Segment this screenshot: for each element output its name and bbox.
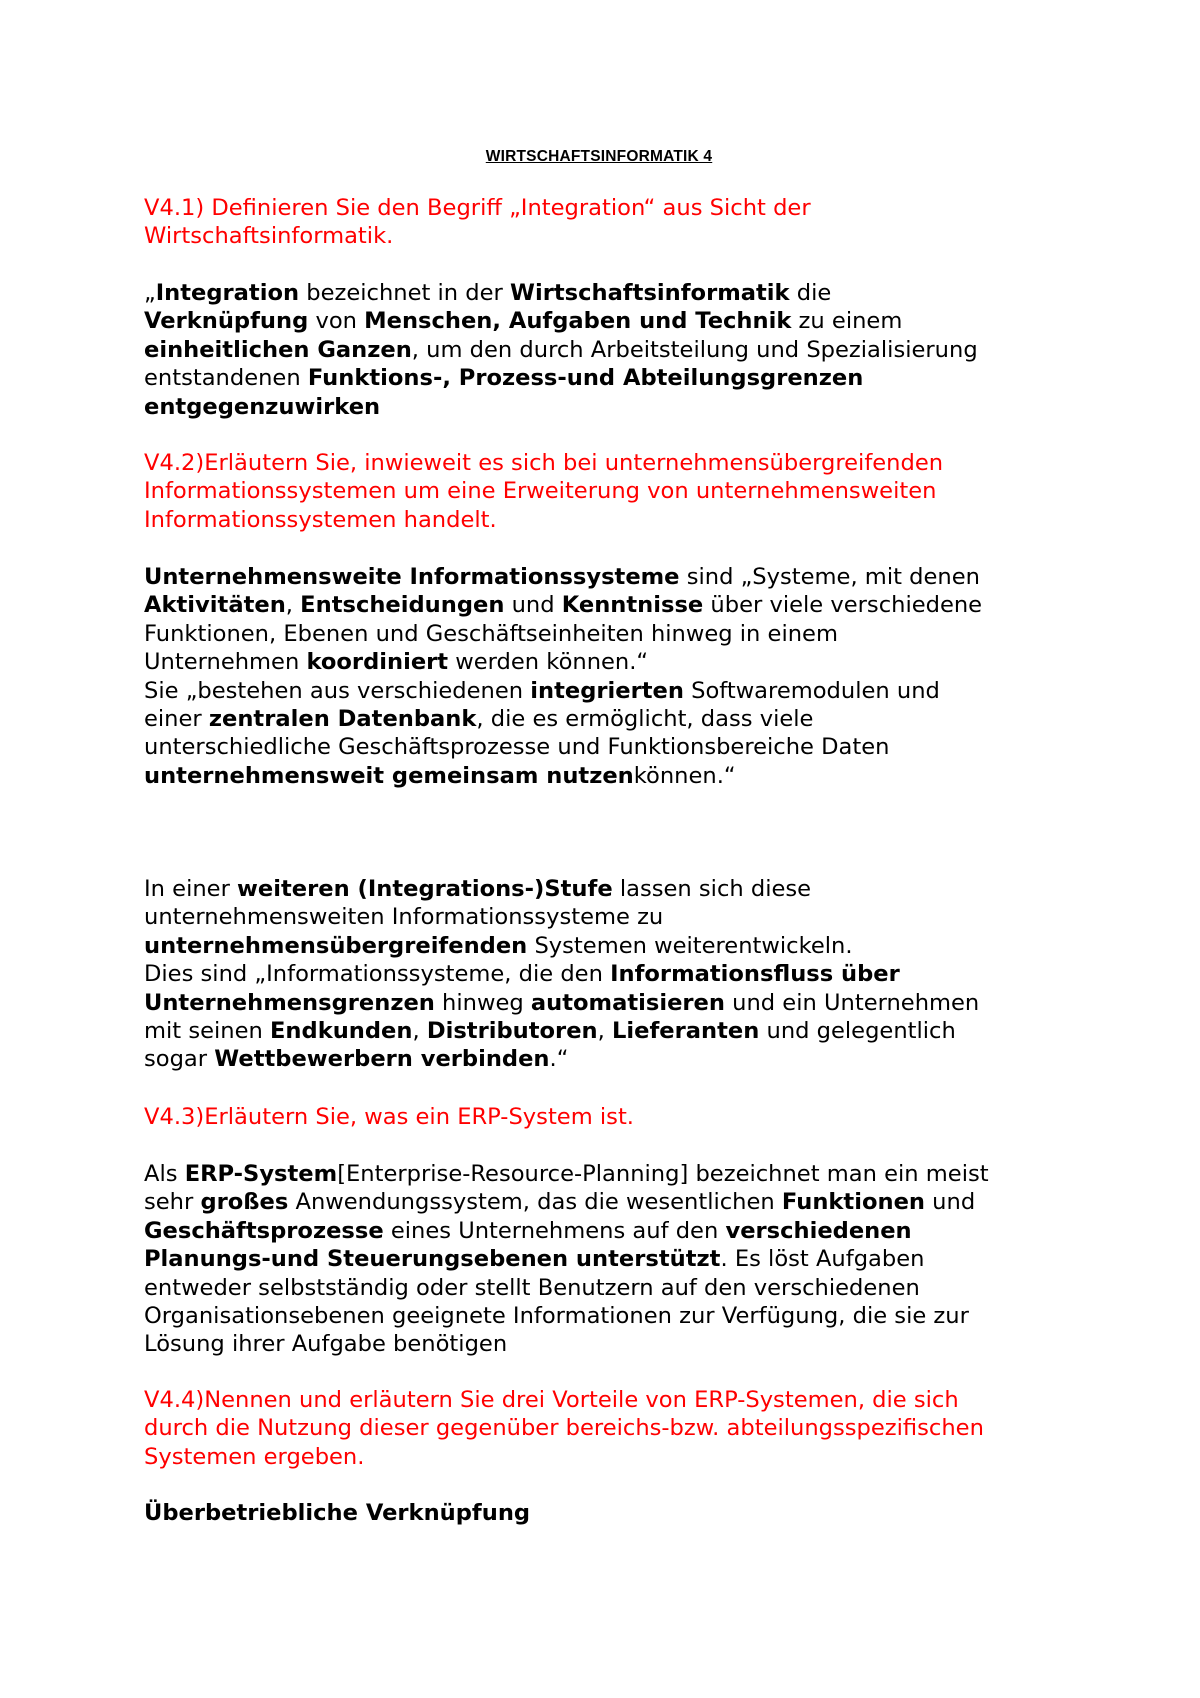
text-line (144, 620, 1084, 648)
heading-line: Informationssystemen um eine Erweiterung von unternehmensweiten (144, 478, 937, 505)
text-line (144, 762, 1084, 790)
heading-line: Systemen ergeben. (144, 1443, 365, 1470)
text-run: die (789, 280, 832, 306)
text-line (144, 932, 1084, 960)
document-title: WIRTSCHAFTSINFORMATIK 4 (485, 148, 713, 165)
text-run: Lösung ihrer Aufgabe benötigen (144, 1331, 508, 1358)
text-line (144, 279, 1084, 307)
bold-term: Distributoren (426, 1018, 598, 1045)
text-line (144, 591, 1084, 619)
text-line (144, 393, 1084, 421)
heading-line: V4.4)Nennen und erläutern Sie drei Vorteile von ERP-Systemen, die sich (144, 1387, 959, 1413)
bold-term: Funktions-, Prozess-und Abteilungsgrenzen (307, 365, 864, 392)
text-line (144, 1330, 1084, 1358)
bold-term: Wettbewerbern verbinden (214, 1046, 550, 1073)
heading-line: V4.2)Erläutern Sie, inwieweit es sich bei unternehmensübergreifenden (144, 450, 944, 476)
bold-term: Planungs-und Steuerungsebenen unterstützt (144, 1246, 721, 1273)
text-run: können.“ (633, 762, 736, 789)
text-line (144, 705, 1084, 733)
text-run: Unternehmen (144, 649, 307, 676)
text-line (144, 677, 1084, 705)
text-line (144, 960, 1084, 988)
text-line (144, 648, 1084, 676)
text-line (144, 989, 1084, 1017)
answer-2-paragraph-2 (144, 875, 1084, 1074)
text-run: entstandenen (144, 365, 308, 392)
text-line (144, 903, 1084, 931)
bold-term: weiteren (Integrations-)Stufe (237, 876, 613, 902)
heading-line: V4.3)Erläutern Sie, was ein ERP-System ist. (144, 1104, 634, 1130)
bold-term: verschiedenen (725, 1217, 912, 1244)
text-line (144, 1245, 1084, 1273)
text-run: Sie „bestehen aus verschiedenen (144, 677, 531, 704)
text-line (144, 1045, 1084, 1073)
text-run: Organisationsebenen geeignete Informationen zur Verfügung, die sie zur (144, 1303, 969, 1330)
text-run: , (597, 1018, 612, 1045)
bold-term: koordiniert (306, 649, 449, 676)
text-run: unternehmensweiten Informationssysteme zu (144, 904, 664, 931)
text-run: werden können.“ (448, 649, 649, 676)
text-run: Anwendungssystem, das die wesentlichen (288, 1189, 782, 1216)
text-line (144, 563, 1084, 591)
text-line (144, 1017, 1084, 1045)
text-run: mit seinen (144, 1018, 270, 1045)
bold-term: Endkunden (270, 1018, 413, 1045)
bold-term: integrierten (530, 677, 684, 704)
text-run: sogar (144, 1046, 215, 1073)
text-run: , um den durch Arbeitsteilung und Spezialisierung (411, 336, 978, 363)
text-line (144, 336, 1084, 364)
bold-term: Unternehmensgrenzen (144, 989, 435, 1016)
heading-line: V4.1) Definieren Sie den Begriff „Integration“ aus Sicht der (144, 195, 811, 221)
text-run: , (412, 1018, 427, 1045)
heading-line: Wirtschaftsinformatik. (144, 223, 394, 250)
text-line (144, 364, 1084, 392)
text-line (144, 1274, 1084, 1302)
bold-term: Kenntnisse (561, 592, 704, 619)
text-run: eines Unternehmens auf den (383, 1217, 726, 1244)
answer-1-paragraph (144, 279, 1084, 421)
text-run: In einer (144, 876, 238, 902)
bold-term: Aktivitäten (144, 592, 286, 619)
bold-term: Informationsfluss über (610, 961, 900, 988)
bold-term: unternehmensübergreifenden (144, 932, 528, 959)
question-3-heading (144, 1103, 1084, 1131)
answer-3-paragraph (144, 1160, 1084, 1359)
text-run: entweder selbstständig oder stellt Benutzern auf den verschiedenen (144, 1274, 920, 1301)
bold-term: Entscheidungen (300, 592, 505, 619)
bold-term: Lieferanten (612, 1018, 760, 1045)
bold-term: ERP-System (184, 1161, 338, 1187)
text-run: zu einem (791, 308, 903, 335)
bold-term: automatisieren (530, 989, 725, 1016)
text-run: sind „Systeme, mit denen (679, 564, 980, 590)
text-run: und gelegentlich (759, 1018, 956, 1045)
text-run: [Enterprise-Resource-Planning] bezeichnet man ein meist (337, 1161, 989, 1187)
question-1-heading (144, 194, 1084, 251)
text-line (144, 1302, 1084, 1330)
text-run: Funktionen, Ebenen und Geschäftseinheiten hinweg in einem (144, 620, 838, 647)
text-line (144, 1217, 1084, 1245)
text-run: sehr (144, 1189, 201, 1216)
text-run: , die es ermöglicht, dass viele (476, 706, 814, 733)
text-run: lassen sich diese (612, 876, 812, 902)
text-run: einer (144, 706, 209, 733)
bold-term: entgegenzuwirken (144, 393, 381, 420)
bold-term: unternehmensweit gemeinsam nutzen (144, 762, 634, 789)
text-run: von (308, 308, 365, 335)
text-run: „ (144, 280, 156, 306)
heading-line: Informationssystemen handelt. (144, 506, 497, 533)
text-run: bezeichnet in der (299, 280, 511, 306)
bold-term: Menschen, Aufgaben und Technik (364, 308, 792, 335)
text-run: .“ (549, 1046, 569, 1073)
text-run: und ein Unternehmen (724, 989, 980, 1016)
text-run: über viele verschiedene (703, 592, 983, 619)
text-run: und (925, 1189, 976, 1216)
text-line (144, 875, 1084, 903)
text-run: unterschiedliche Geschäftsprozesse und Funktionsbereiche Daten (144, 734, 890, 761)
text-line (144, 733, 1084, 761)
text-run: Systemen weiterentwickeln. (527, 932, 853, 959)
bold-term: Verknüpfung (144, 308, 309, 335)
answer-4-subheading: Überbetriebliche Verknüpfung (144, 1500, 531, 1526)
text-line (144, 1188, 1084, 1216)
bold-term: großes (200, 1189, 289, 1216)
text-run: hinweg (434, 989, 531, 1016)
text-run: . Es löst Aufgaben (720, 1246, 925, 1273)
text-run: und (504, 592, 562, 619)
question-2-heading (144, 449, 1084, 534)
bold-term: Wirtschaftsinformatik (510, 280, 790, 306)
bold-term: Unternehmensweite Informationssysteme (144, 564, 680, 590)
bold-term: einheitlichen Ganzen (144, 336, 412, 363)
answer-2-paragraph-1 (144, 563, 1084, 790)
heading-line: durch die Nutzung dieser gegenüber bereichs-bzw. abteilungsspezifischen (144, 1415, 984, 1442)
bold-term: Funktionen (781, 1189, 925, 1216)
text-line (144, 307, 1084, 335)
bold-term: zentralen Datenbank (208, 706, 477, 733)
text-run: , (285, 592, 301, 619)
text-run: Softwaremodulen und (683, 677, 940, 704)
bold-term: Integration (155, 280, 300, 306)
text-run: Dies sind „Informationssysteme, die den (144, 961, 611, 988)
text-line (144, 1160, 1084, 1188)
text-run: Als (144, 1161, 185, 1187)
bold-term: Geschäftsprozesse (144, 1217, 384, 1244)
question-4-heading (144, 1386, 1084, 1471)
